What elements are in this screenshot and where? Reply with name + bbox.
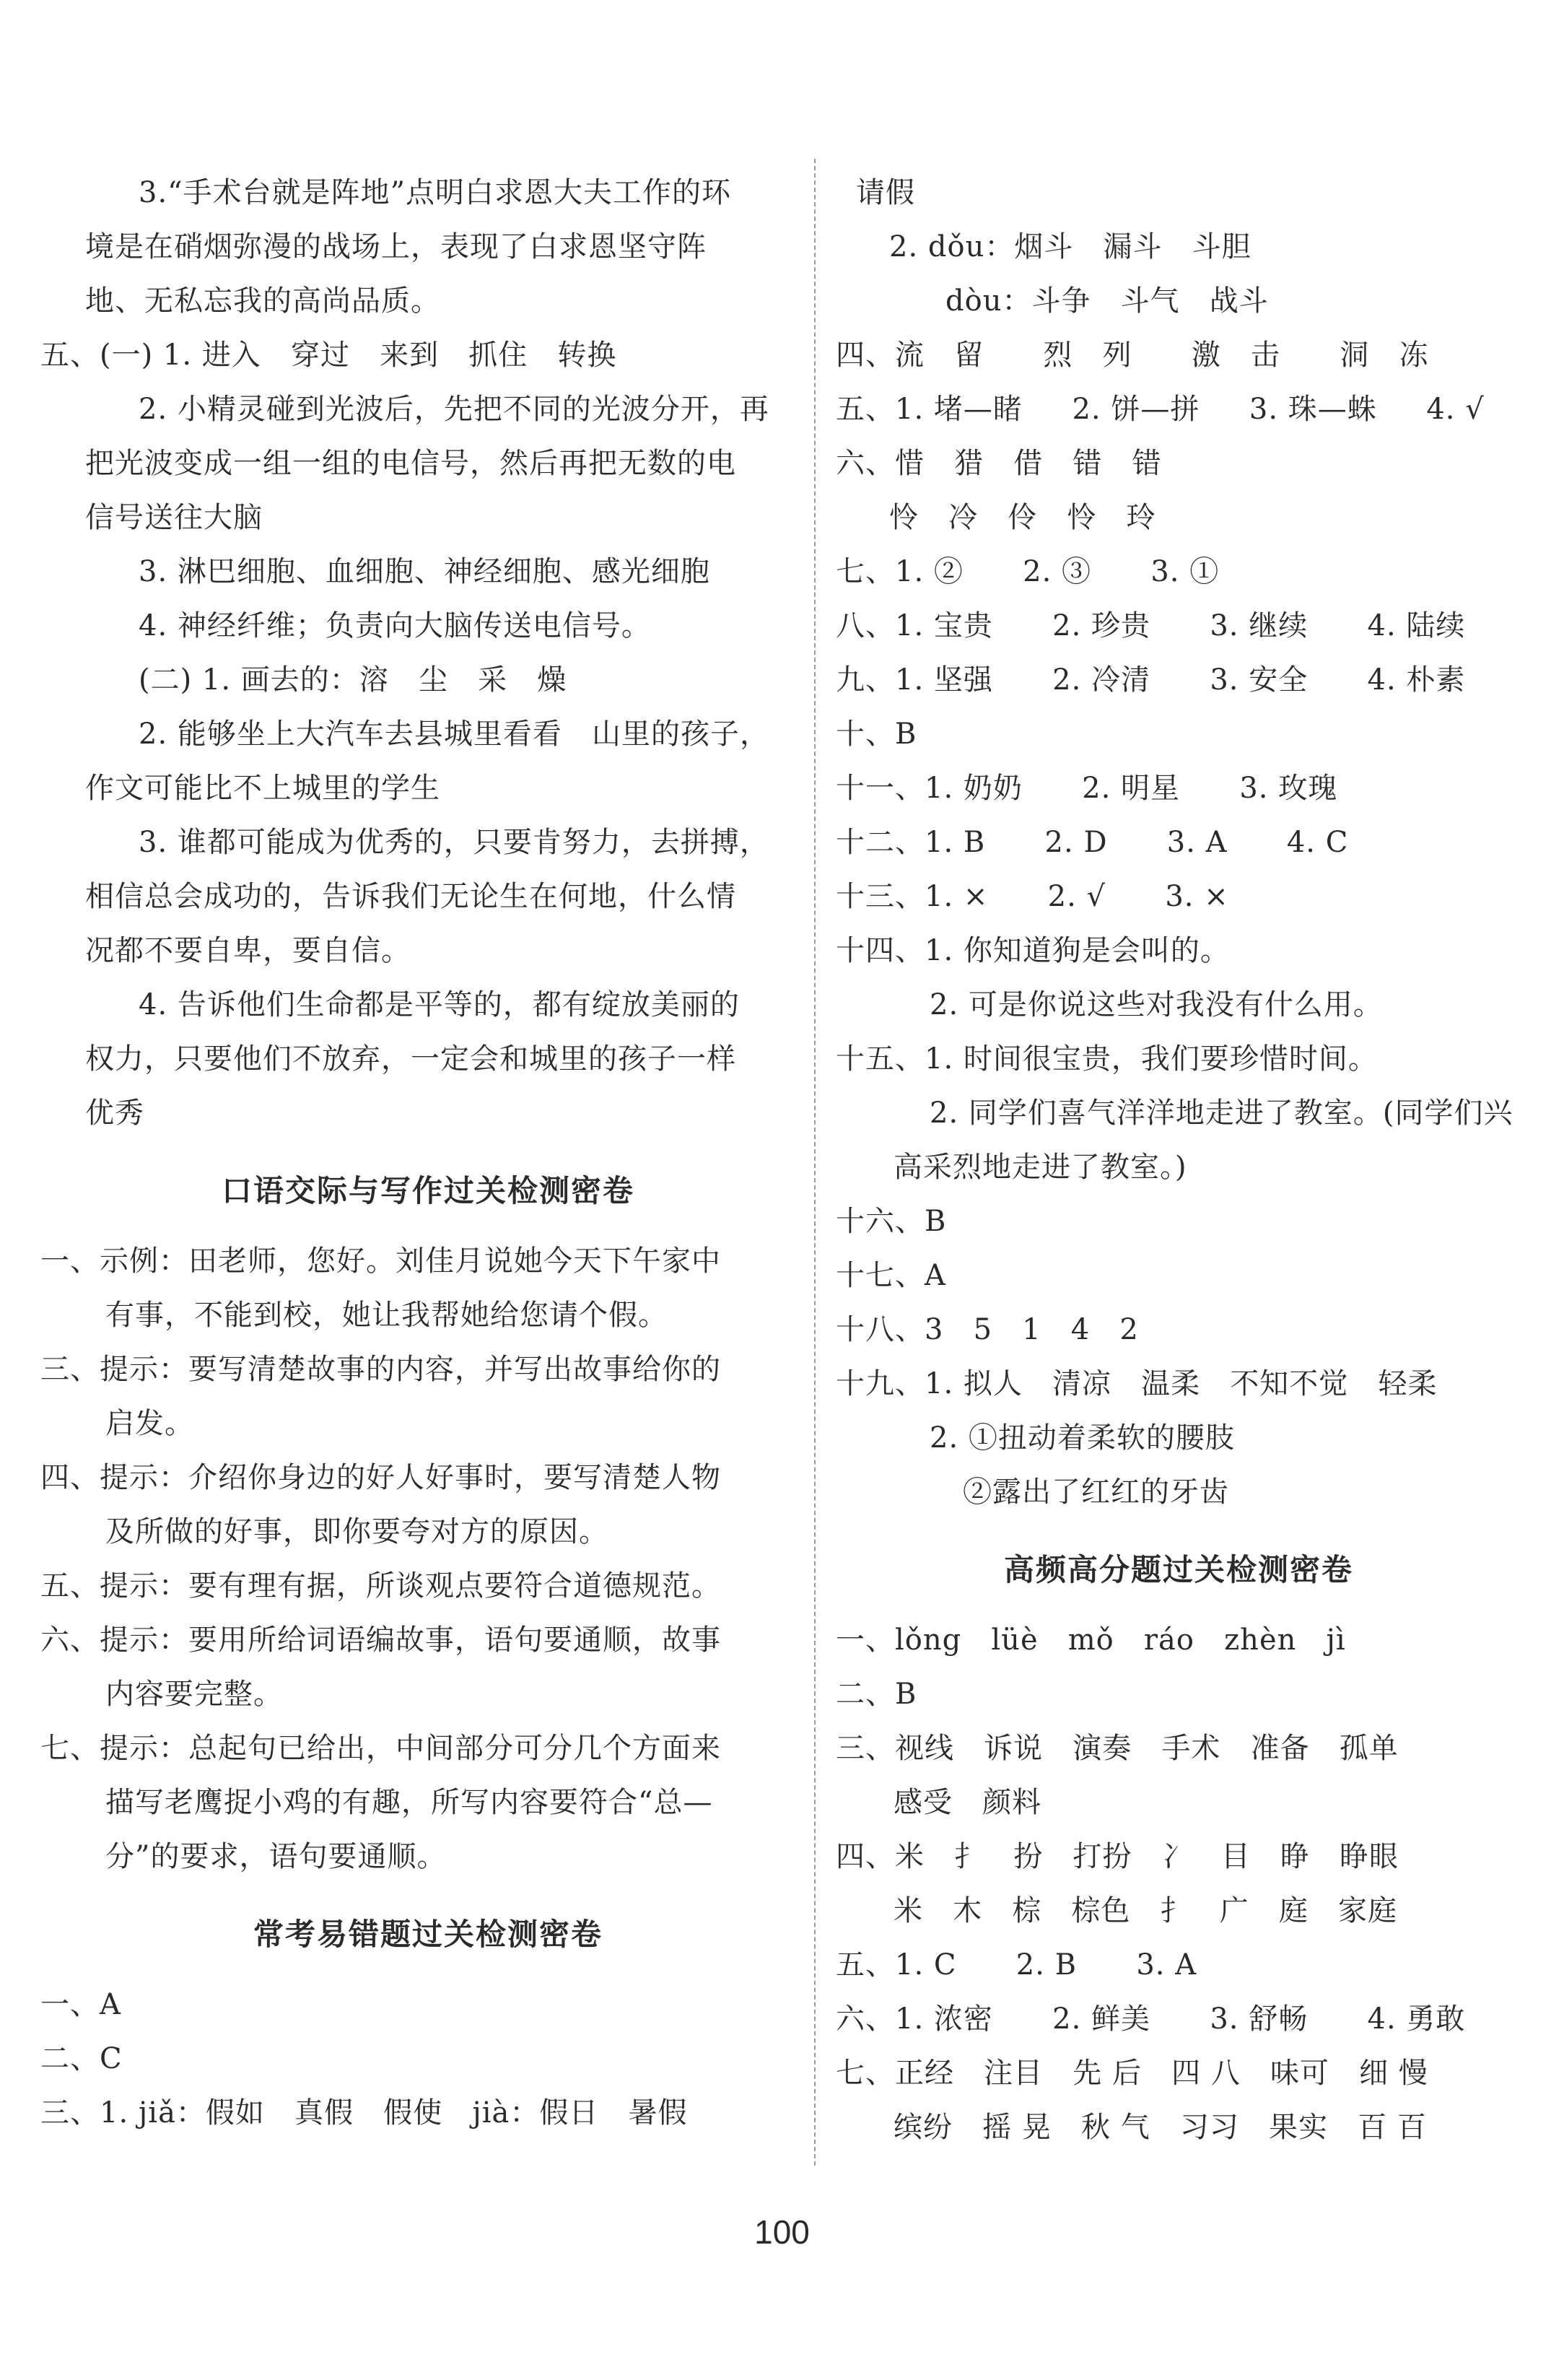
answer-line: 相信总会成功的，告诉我们无论生在何地，什么情 — [85, 880, 736, 913]
answer-line: 米 木 棕 棕色 扌 广 庭 家庭 — [894, 1894, 1398, 1927]
answer-line: 2. 能够坐上大汽车去县城里看看 山里的孩子， — [139, 718, 770, 751]
answer-line: 高采烈地走进了教室。) — [894, 1151, 1187, 1184]
answer-line: 怜 冷 伶 怜 玲 — [889, 501, 1156, 534]
answer-line: 五、1. C 2. B 3. A — [836, 1948, 1197, 1982]
answer-line: 二、C — [40, 2042, 123, 2075]
answer-line: 权力，只要他们不放弃，一定会和城里的孩子一样 — [85, 1042, 736, 1076]
answer-line: 十八、3 5 1 4 2 — [836, 1313, 1139, 1346]
answer-line: 四、米 扌 扮 打扮 冫 目 睁 睁眼 — [836, 1840, 1399, 1873]
page-number: 100 — [754, 2213, 810, 2251]
right-column — [836, 166, 1521, 2155]
answer-line: 优秀 — [85, 1097, 144, 1130]
left-column — [40, 166, 771, 2140]
answer-line: 2. ①扭动着柔软的腰肢 — [930, 1421, 1235, 1455]
answer-line: 启发。 — [105, 1407, 194, 1440]
answer-line: 分”的要求，语句要通顺。 — [105, 1840, 447, 1873]
answer-line: 七、正经 注目 先 后 四 八 味可 细 慢 — [836, 2057, 1428, 2090]
answer-line: 六、1. 浓密 2. 鲜美 3. 舒畅 4. 勇敢 — [836, 2002, 1466, 2036]
answer-line: 一、A — [40, 1988, 121, 2021]
answer-line: 2. 同学们喜气洋洋地走进了教室。(同学们兴 — [930, 1097, 1513, 1130]
answer-line: 一、lǒng lüè mǒ ráo zhèn jì — [836, 1623, 1346, 1657]
section-heading: 常考易错题过关检测密卷 — [253, 1917, 603, 1952]
answer-line: 请假 — [856, 176, 915, 209]
answer-line: dòu：斗争 斗气 战斗 — [945, 284, 1269, 318]
answer-line: 3. 淋巴细胞、血细胞、神经细胞、感光细胞 — [139, 555, 710, 588]
answer-line: 境是在硝烟弥漫的战场上，表现了白求恩坚守阵 — [85, 230, 707, 263]
answer-line: 七、1. ② 2. ③ 3. ① — [836, 555, 1220, 588]
answer-line: 五、1. 堵—睹 2. 饼—拼 3. 珠—蛛 4. √ — [836, 393, 1485, 426]
section-heading: 高频高分题过关检测密卷 — [1003, 1552, 1353, 1587]
answer-line: 有事，不能到校，她让我帮她给您请个假。 — [105, 1299, 668, 1332]
answer-line: 十二、1. B 2. D 3. A 4. C — [836, 826, 1349, 859]
answer-line: 作文可能比不上城里的学生 — [85, 772, 440, 805]
answer-line: 2. 小精灵碰到光波后，先把不同的光波分开，再 — [139, 393, 769, 426]
answer-line: 十三、1. × 2. √ 3. × — [836, 880, 1229, 913]
answer-line: 十五、1. 时间很宝贵，我们要珍惜时间。 — [836, 1042, 1378, 1076]
answer-line: 内容要完整。 — [105, 1678, 283, 1711]
answer-line: 3.“手术台就是阵地”点明白求恩大夫工作的环 — [139, 176, 732, 209]
answer-line: (二) 1. 画去的：溶 尘 采 燥 — [139, 663, 567, 697]
column-divider — [814, 159, 816, 2166]
answer-line: 六、提示：要用所给词语编故事，语句要通顺，故事 — [40, 1623, 721, 1657]
answer-line: 三、视线 诉说 演奏 手术 准备 孤单 — [836, 1732, 1399, 1765]
answer-line: 六、惜 猎 借 错 错 — [836, 447, 1162, 480]
answer-line: 4. 神经纤维；负责向大脑传送电信号。 — [139, 609, 651, 642]
answer-line: 把光波变成一组一组的电信号，然后再把无数的电 — [85, 447, 736, 480]
answer-line: 八、1. 宝贵 2. 珍贵 3. 继续 4. 陆续 — [836, 609, 1466, 642]
answer-line: 二、B — [836, 1678, 917, 1711]
answer-line: 一、示例：田老师，您好。刘佳月说她今天下午家中 — [40, 1245, 721, 1278]
answer-line: 2. 可是你说这些对我没有什么用。 — [930, 988, 1383, 1021]
answer-line: 四、提示：介绍你身边的好人好事时，要写清楚人物 — [40, 1461, 721, 1494]
answer-line: 十九、1. 拟人 清凉 温柔 不知不觉 轻柔 — [836, 1367, 1438, 1400]
answer-line: 及所做的好事，即你要夸对方的原因。 — [105, 1515, 608, 1548]
answer-line: 地、无私忘我的高尚品质。 — [85, 284, 440, 318]
answer-line: 十七、A — [836, 1259, 946, 1292]
answer-line: 况都不要自卑，要自信。 — [85, 934, 411, 967]
answer-line: 五、提示：要有理有据，所谈观点要符合道德规范。 — [40, 1569, 721, 1603]
answer-line: 四、流 留 烈 列 激 击 洞 冻 — [836, 339, 1429, 372]
answer-line: 描写老鹰捉小鸡的有趣，所写内容要符合“总— — [105, 1786, 713, 1819]
section-heading: 口语交际与写作过关检测密卷 — [221, 1173, 634, 1208]
answer-line: 2. dǒu：烟斗 漏斗 斗胆 — [889, 230, 1251, 263]
answer-line: 三、1. jiǎ：假如 真假 假使 jià：假日 暑假 — [40, 2096, 688, 2130]
answer-line: 缤纷 摇 晃 秋 气 习习 果实 百 百 — [894, 2111, 1427, 2144]
answer-line: 十、B — [836, 718, 917, 751]
answer-line: 十四、1. 你知道狗是会叫的。 — [836, 934, 1230, 967]
answer-line: 七、提示：总起句已给出，中间部分可分几个方面来 — [40, 1732, 721, 1765]
answer-line: 三、提示：要写清楚故事的内容，并写出故事给你的 — [40, 1353, 721, 1386]
answer-line: 感受 颜料 — [894, 1786, 1042, 1819]
answer-line: 4. 告诉他们生命都是平等的，都有绽放美丽的 — [139, 988, 740, 1021]
answer-line: 信号送往大脑 — [85, 501, 263, 534]
answer-line: 十一、1. 奶奶 2. 明星 3. 玫瑰 — [836, 772, 1338, 805]
answer-line: 九、1. 坚强 2. 冷清 3. 安全 4. 朴素 — [836, 663, 1466, 697]
answer-line: 五、(一) 1. 进入 穿过 来到 抓住 转换 — [40, 339, 617, 372]
answer-line: 十六、B — [836, 1205, 947, 1238]
answer-line: 3. 谁都可能成为优秀的，只要肯努力，去拼搏， — [139, 826, 769, 859]
answer-line: ②露出了红红的牙齿 — [963, 1475, 1229, 1509]
